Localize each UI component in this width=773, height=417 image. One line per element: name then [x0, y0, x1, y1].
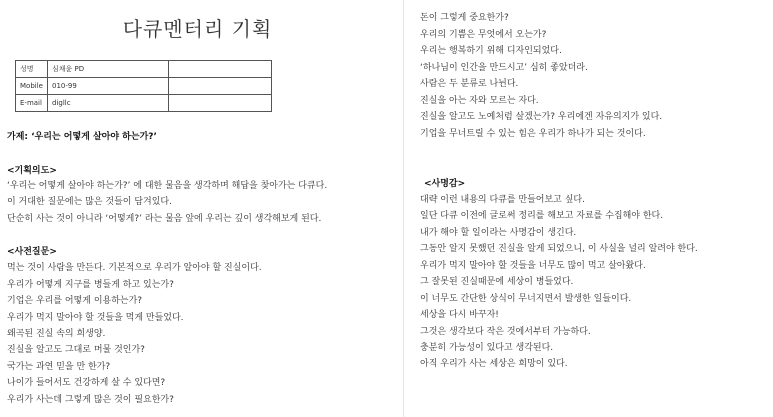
- body-line: 세상을 다시 바꾸자!: [420, 310, 499, 320]
- body-line: 우리가 먹지 말아야 할 것들을 너무도 많이 먹고 살아왔다.: [420, 261, 646, 271]
- body-line: ‘하나님이 인간을 만드시고’ 심히 좋았더라.: [420, 63, 588, 73]
- info-extra: [169, 61, 272, 78]
- body-line: 우리가 어떻게 지구를 병들게 하고 있는가?: [7, 280, 174, 290]
- body-line: 돈이 그렇게 중요한가?: [420, 13, 509, 23]
- body-line: 대략 이런 내용의 다큐를 만들어보고 싶다.: [420, 195, 585, 205]
- info-value: 010-99: [47, 78, 168, 95]
- body-line: 진실을 알고도 그대로 머물 것인가?: [7, 345, 145, 355]
- info-table: [15, 60, 272, 112]
- body-line: 진실을 알고도 노예처럼 살겠는가? 우리에겐 자유의지가 있다.: [420, 112, 663, 122]
- body-line: 먹는 것이 사람을 만든다. 기본적으로 우리가 알아야 할 진실이다.: [7, 263, 262, 273]
- body-line: 충분히 가능성이 있다고 생각된다.: [420, 343, 554, 353]
- section-heading-mission: <사명감>: [424, 179, 466, 189]
- info-row: [16, 95, 272, 112]
- info-value: digllc: [47, 95, 168, 112]
- body-line: 아직 우리가 사는 세상은 희망이 있다.: [420, 359, 568, 369]
- body-line: 기업을 무너트릴 수 있는 힘은 우리가 하나가 되는 것이다.: [420, 129, 646, 139]
- body-line: 나이가 들어서도 건강하게 살 수 있다면?: [7, 378, 166, 388]
- info-key: E-mail: [16, 95, 48, 112]
- right-page: [404, 0, 773, 417]
- document-title: 다큐멘터리 기획: [122, 17, 273, 41]
- body-line: 그것은 생각보다 작은 것에서부터 가능하다.: [420, 327, 591, 337]
- body-line: 이 너무도 간단한 상식이 무너지면서 발생한 일들이다.: [420, 294, 632, 304]
- info-value: 심채윤 PD: [47, 61, 168, 78]
- body-line: 이 거대한 질문에는 많은 것들이 담겨있다.: [7, 197, 172, 207]
- info-row: [16, 78, 272, 95]
- body-line: 우리의 기쁨은 무엇에서 오는가?: [420, 30, 547, 40]
- section-heading-questions: <사전질문>: [7, 247, 57, 257]
- body-line: 우리가 먹지 말아야 할 것들을 먹게 만들었다.: [7, 313, 184, 323]
- info-extra: [169, 95, 272, 112]
- body-line: 국가는 과연 믿을 만 한가?: [7, 362, 111, 372]
- tentative-title: 가제: ‘우리는 어떻게 살아야 하는가?’: [7, 132, 157, 142]
- body-line: 일단 다큐 이전에 글로써 정리를 해보고 자료를 수집해야 한다.: [420, 211, 664, 221]
- body-line: 우리는 행복하기 위해 디자인되었다.: [420, 46, 562, 56]
- info-key: Mobile: [16, 78, 48, 95]
- body-line: 그 잘못된 진실때문에 세상이 병들었다.: [420, 277, 574, 287]
- body-line: ‘우리는 어떻게 살아야 하는가?’ 에 대한 물음을 생각하며 해답을 찾아가는 다큐다.: [7, 181, 328, 191]
- section-heading-intent: <기획의도>: [7, 166, 57, 176]
- body-line: 단순히 사는 것이 아니라 ‘어떻게?’ 라는 물음 앞에 우리는 깊이 생각해보게 된다.: [7, 214, 322, 224]
- info-extra: [169, 78, 272, 95]
- body-line: 기업은 우리를 어떻게 이용하는가?: [7, 296, 143, 306]
- info-key: 성명: [16, 61, 48, 78]
- body-line: 사람은 두 분류로 나뉜다.: [420, 79, 519, 89]
- info-row: [16, 61, 272, 78]
- body-line: 진실을 아는 자와 모르는 자다.: [420, 96, 539, 106]
- body-line: 그동안 알지 못했던 진실을 알게 되었으니, 이 사실을 널리 알려야 한다.: [420, 244, 698, 254]
- body-line: 우리가 사는데 그렇게 많은 것이 필요한가?: [7, 395, 174, 405]
- body-line: 내가 해야 할 일이라는 사명감이 생긴다.: [420, 228, 577, 238]
- body-line: 왜곡된 진실 속의 희생양.: [7, 329, 106, 339]
